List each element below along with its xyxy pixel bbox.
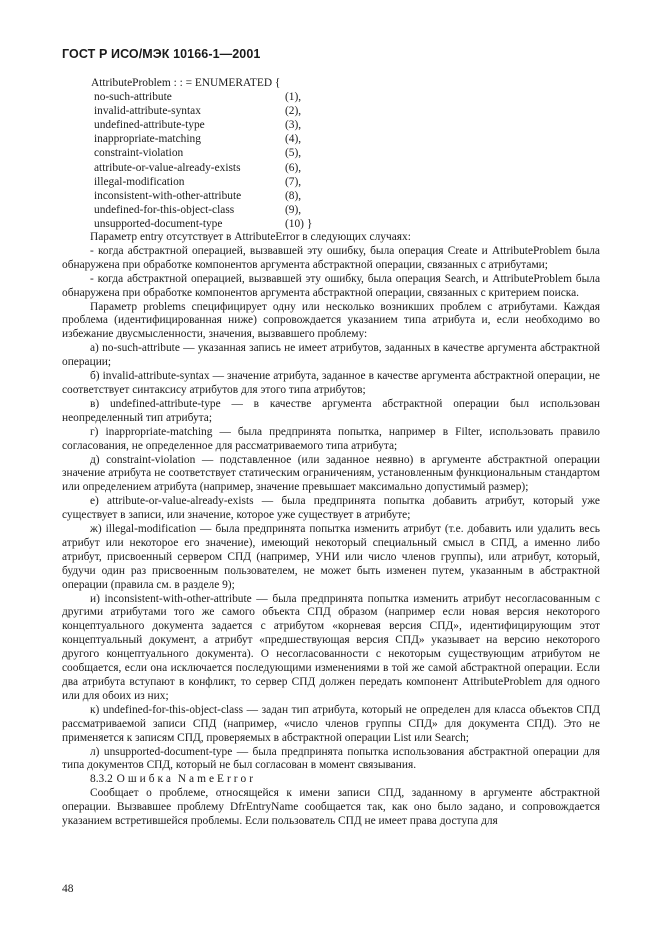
list-item-zh: ж) illegal-modification — была предпринята попытка изменить атрибут (т.е. добавить или удалить весь атрибут или некоторое его значение), имеющий некоторый специальный смысл в СПД, а именно либо атрибут, присвоенный сервером СПД (например, УНИ или число членов группы), или атрибут, который, будучи один раз присвоенным пользователем, не может быть изменен путем, указанным в абстрактной операции (правила см. в разделе 9); xyxy=(62,523,600,591)
paragraph: Параметр problems специфицирует одну или несколько возникших проблем с атрибутами. Каждая проблема (идентифицированная ниже) сопровождается указанием типа атрибута и, если необходимо во избежание двусмысленности, значения, вызвавшего проблему: xyxy=(62,300,600,341)
list-item-l: л) unsupported-document-type — была предпринята попытка использования абстрактной операции для типа документов СПД, который не был согласован в момент связывания. xyxy=(62,745,600,772)
list-item-b: б) invalid-attribute-syntax — значение атрибута, заданное в качестве аргумента абстрактной операции, не соответствует синтаксису атрибутов для этого типа атрибутов; xyxy=(62,370,600,396)
code-decl-text: AttributeProblem : : = ENUMERATED { xyxy=(91,77,281,89)
paragraph: Сообщает о проблеме, относящейся к имени записи СПД, заданному в аргументе абстрактной операции. Вызвавшее проблему DfrEntryName сообщается так, как оно было задано, и сопровождается указанием встретившейся проблемы. Если пользователь СПД не имеет права доступа для xyxy=(62,787,600,828)
document-header: ГОСТ Р ИСО/МЭК 10166-1—2001 xyxy=(62,47,261,61)
list-item-e: е) attribute-or-value-already-exists — была предпринята попытка добавить атрибут, который уже существует в записи, или значение, которое уже существует в атрибуте; xyxy=(62,495,600,522)
paragraph: Параметр entry отсутствует в AttributeError в следующих случаях: xyxy=(90,231,411,243)
body-text xyxy=(62,231,600,829)
page-number: 48 xyxy=(62,883,74,895)
list-item-i: и) inconsistent-with-other-attribute — была предпринята попытка изменить атрибут несогласованным с другими атрибутами того же самого объекта СПД образом (например если новая версия некоторого концептуального документа задается с атрибутом «корневая версия СПД», идентифицирующим этот концептуальный документ, а атрибут «предшествующая версия СПД» указывает на версию некоторого другого концептуального документа). О несогласованности с некоторым существующим атрибутом не сообщается, если она исключается последующими изменениями в той же самой абстрактной операции. Если два атрибута вступают в конфликт, то сервер СПД должен передать компонент AttributeProblem для одного или для обоих из них; xyxy=(62,592,600,702)
section-word-error: Ошибка xyxy=(116,773,174,786)
list-item-d: д) constraint-violation — подставленное (или заданное неявно) в аргументе абстрактной операции значение атрибута не соответствует статическим ограничениям, установленным функциональным стандартом или определением атрибута (например, значение превышает максимально допустимый размер); xyxy=(62,453,600,494)
section-heading xyxy=(62,773,600,787)
list-item-v: в) undefined-attribute-type — в качестве аргумента абстрактной операции был использован неопределенный тип атрибута; xyxy=(62,397,600,424)
paragraph: - когда абстрактной операцией, вызвавшей эту ошибку, была операция Search, и AttributeProblem была обнаружена при обработке компонентов аргумента абстрактной операции, связанных с критерием поиска. xyxy=(62,272,600,299)
paragraph: - когда абстрактной операцией, вызвавшей эту ошибку, была операция Create и AttributeProblem была обнаружена при обработке компонентов аргумента абстрактной операции, связанных с атрибутами; xyxy=(62,244,600,271)
list-item-k: к) undefined-for-this-object-class — задан тип атрибута, который не определен для класса объектов СПД рассматриваемой записи СПД (например, «число членов группы СПД» для документа СПД). Это не применяется к записям СПД, проверяемых в абстрактной операции List или Search; xyxy=(62,703,600,744)
section-number: 8.3.2 xyxy=(90,773,113,786)
list-item-a: а) no-such-attribute — указанная запись не имеет атрибутов, заданных в качестве аргумента абстрактной операции; xyxy=(62,342,600,369)
section-word-name: NameError xyxy=(177,773,257,786)
list-item-g: г) inappropriate-matching — была предпринята попытка, например в Filter, использовать правило согласования, не определенное для рассматриваемого типа атрибута; xyxy=(62,425,600,452)
